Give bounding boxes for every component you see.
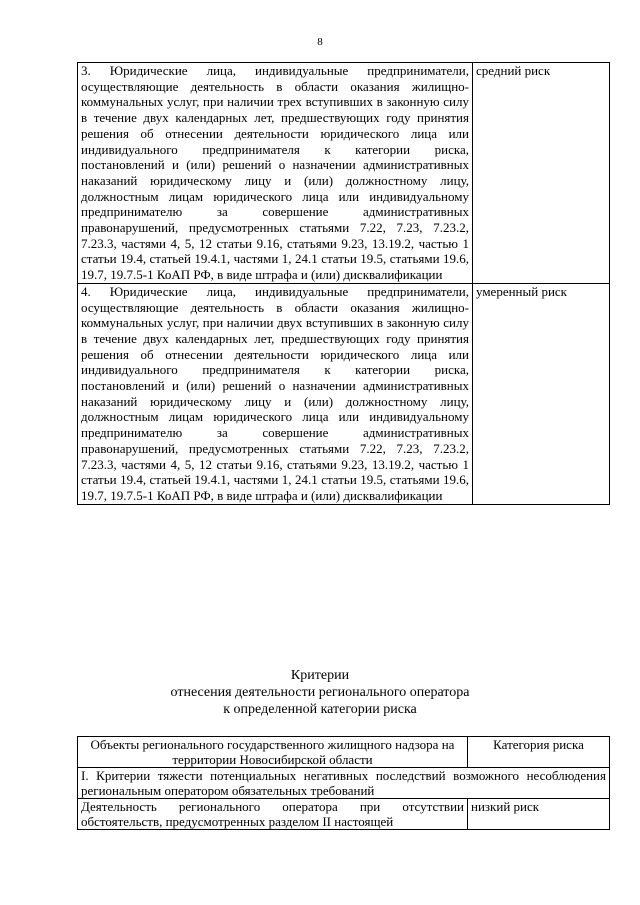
criterion-cell: 3. Юридические лица, индивидуальные предприниматели, осуществляющие деятельность в области оказания жилищно-коммунальных услуг, при наличии трех вступивших в законную силу в течение двух календарных лет, предшествующих году принятия решения об отнесении деятельности юридического лица или индивидуального предпринимателя к категории риска, постановлений и (или) решений о назначении административных наказаний юридическому лицу и (или) должностному лицу, должностным лицам юридического лица или индивидуальному предпринимателю за совершение административных правонарушений, предусмотренных статьями 7.22, 7.23, 7.23.2, 7.23.3, частями 4, 5, 12 статьи 9.16, статьями 9.23, 13.19.2, частью 1 статьи 19.4, статьей 19.4.1, частями 1, 24.1 статьи 19.5, статьями 19.6, 19.7, 19.7.5-1 КоАП РФ, в виде штрафа и (или) дисквалификации — [78, 63, 473, 284]
page-number: 8 — [317, 36, 323, 48]
risk-category-cell: умеренный риск — [473, 283, 610, 504]
header-objects: Объекты регионального государственного жилищного надзора на территории Новосибирской области — [78, 737, 468, 768]
criterion-cell — [78, 799, 468, 830]
table-row — [78, 799, 610, 830]
header-category: Категория риска — [468, 737, 610, 768]
criteria-title-line2: отнесения деятельности регионального оператора — [170, 685, 470, 700]
section-row — [78, 768, 610, 799]
risk-category-cell: низкий риск — [468, 799, 610, 830]
table-row — [78, 63, 610, 284]
operator-risk-table — [77, 736, 610, 830]
criterion-text: Деятельность регионального оператора при отсутствии обстоятельств, предусмотренных разделом II настоящей — [81, 799, 464, 829]
table-row — [78, 283, 610, 504]
criteria-title-line3: к определенной категории риска — [223, 702, 417, 717]
risk-category-cell: средний риск — [473, 63, 610, 284]
risk-criteria-table — [77, 62, 610, 505]
criterion-cell: 4. Юридические лица, индивидуальные предприниматели, осуществляющие деятельность в области оказания жилищно-коммунальных услуг, при наличии двух вступивших в законную силу в течение двух календарных лет, предшествующих году принятия решения об отнесении деятельности юридического лица или индивидуального предпринимателя к категории риска, постановлений и (или) решений о назначении административных наказаний юридическому лицу и (или) должностному лицу, должностным лицам юридического лица или индивидуальному предпринимателю за совершение административных правонарушений, предусмотренных статьями 7.22, 7.23, 7.23.2, 7.23.3, частями 4, 5, 12 статьи 9.16, статьями 9.23, 13.19.2, частью 1 статьи 19.4, статьей 19.4.1, частями 1, 24.1 статьи 19.5, статьями 19.6, 19.7, 19.7.5-1 КоАП РФ, в виде штрафа и (или) дисквалификации — [78, 283, 473, 504]
criteria-title — [0, 667, 640, 718]
criteria-title-line1: Критерии — [290, 668, 350, 683]
table-header-row — [78, 737, 610, 768]
section-heading: I. Критерии тяжести потенциальных негативных последствий возможного несоблюдения региональным оператором обязательных требований — [78, 768, 610, 799]
